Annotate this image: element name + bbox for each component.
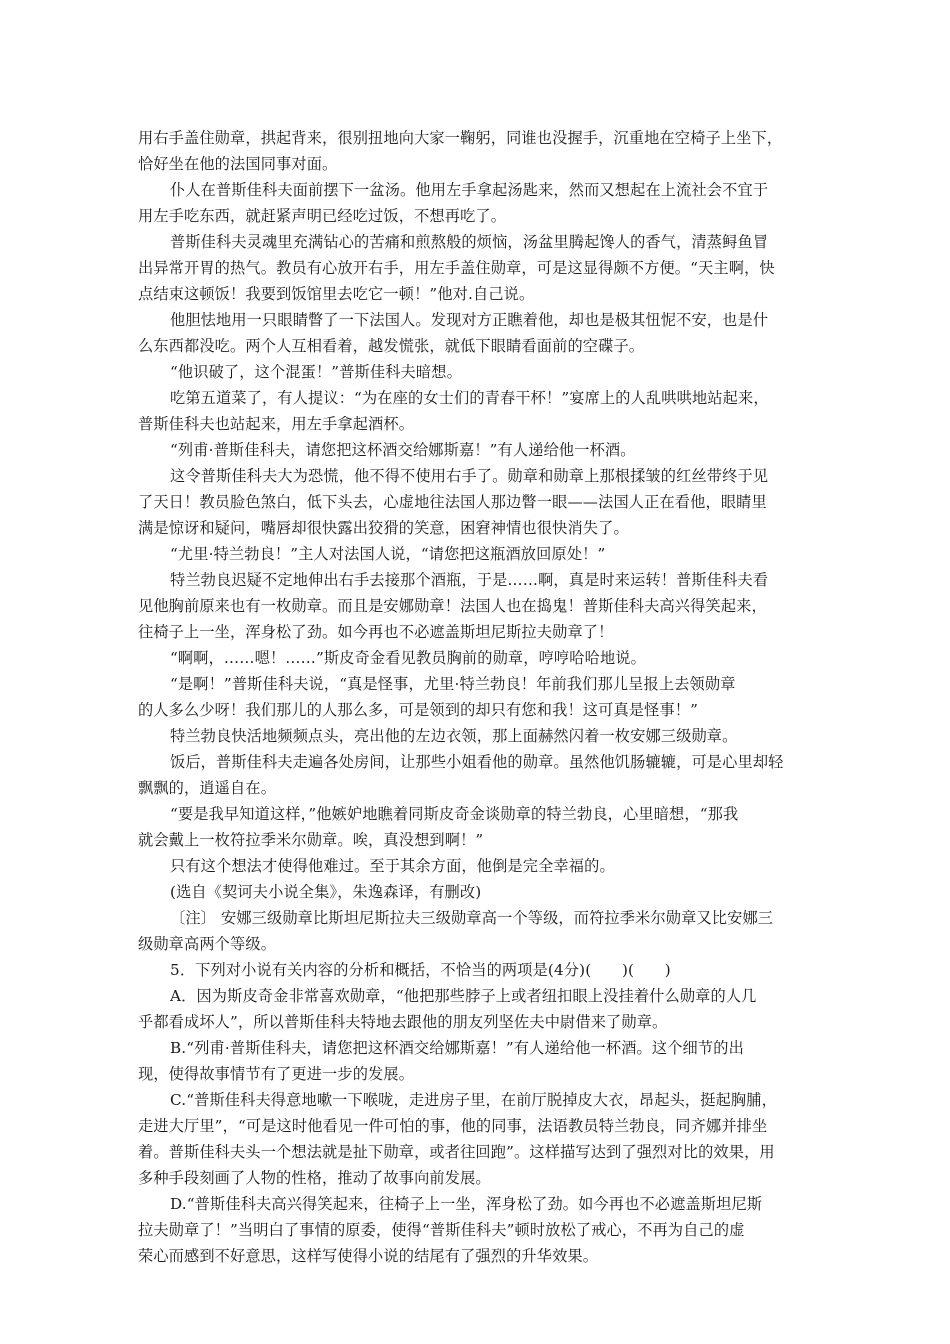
text-line: 他胆怯地用一只眼睛瞥了一下法国人。发现对方正瞧着他，却也是极其忸怩不安，也是什 bbox=[170, 311, 769, 329]
text-line: 用右手盖住勋章，拱起背来，很别扭地向大家一鞠躬，同谁也没握手，沉重地在空椅子上坐下， bbox=[138, 129, 783, 147]
text-line: “要是我早知道这样，”他嫉妒地瞧着同斯皮奇金谈勋章的特兰勃良，心里暗想，“那我 bbox=[170, 805, 739, 823]
text-line: 的人多么少呀！我们那儿的人那么多，可是领到的却只有您和我！这可真是怪事！” bbox=[138, 701, 699, 719]
text-line: 点结束这顿饭！我要到饭馆里去吃它一顿！”他对.自己说。 bbox=[138, 285, 535, 303]
text-line: “他识破了，这个混蛋！”普斯佳科夫暗想。 bbox=[170, 363, 462, 381]
text-line: “列甫·普斯佳科夫，请您把这杯酒交给娜斯嘉！”有人递给他一杯酒。 bbox=[170, 441, 636, 459]
text-line: 走进大厅里”，“可是这时他看见一件可怕的事，他的同事，法语教员特兰勃良，同齐娜并排坐 bbox=[138, 1117, 768, 1135]
text-line: 特兰勃良迟疑不定地伸出右手去接那个酒瓶，于是……啊，真是时来运转！普斯佳科夫看 bbox=[170, 571, 769, 589]
text-line: 着。普斯佳科夫头一个想法就是扯下勋章，或者往回跑”。这样描写达到了强烈对比的效果，用 bbox=[138, 1143, 775, 1161]
text-line: “是啊！”普斯佳科夫说，“真是怪事，尤里·特兰勃良！年前我们那儿呈报上去领勋章 bbox=[170, 675, 736, 693]
text-line: 普斯佳科夫灵魂里充满钻心的苦痛和煎熬般的烦恼，汤盆里腾起馋人的香气，清蒸鲟鱼冒 bbox=[170, 233, 769, 251]
document-page bbox=[138, 125, 828, 1269]
text-line: 恰好坐在他的法国同事对面。 bbox=[138, 155, 338, 173]
text-line: C.“普斯佳科夫得意地嗽一下喉咙，走进房子里，在前厅脱掉皮大衣，昂起头，挺起胸脯， bbox=[170, 1091, 777, 1109]
text-line: 飘飘的，逍遥自在。 bbox=[138, 779, 277, 797]
text-line: 普斯佳科夫也站起来，用左手拿起酒杯。 bbox=[138, 415, 415, 433]
text-line: 5．下列对小说有关内容的分析和概括，不恰当的两项是(4分)( )( ) bbox=[170, 961, 671, 979]
text-line: 了天日！教员脸色煞白，低下头去，心虚地往法国人那边瞥一眼——法国人正在看他，眼睛里 bbox=[138, 493, 767, 511]
text-line: 仆人在普斯佳科夫面前摆下一盆汤。他用左手拿起汤匙来，然而又想起在上流社会不宜于 bbox=[170, 181, 769, 199]
text-line: 现，使得故事情节有了更进一步的发展。 bbox=[138, 1065, 415, 1083]
text-line: 么东西都没吃。两个人互相看着，越发慌张，就低下眼睛看面前的空碟子。 bbox=[138, 337, 645, 355]
text-line: 见他胸前原来也有一枚勋章。而且是安娜勋章！法国人也在捣鬼！普斯佳科夫高兴得笑起来， bbox=[138, 597, 767, 615]
text-line: B.“列甫·普斯佳科夫，请您把这杯酒交给娜斯嘉！”有人递给他一杯酒。这个细节的出 bbox=[170, 1039, 744, 1057]
text-line: 吃第五道菜了，有人提议：“为在座的女士们的青春干杯！”宴席上的人乱哄哄地站起来， bbox=[170, 389, 769, 407]
text-line: D.“普斯佳科夫高兴得笑起来，往椅子上一坐，浑身松了劲。如今再也不必遮盖斯坦尼斯 bbox=[170, 1195, 763, 1213]
text-line: 用左手吃东西，就赶紧声明已经吃过饭，不想再吃了。 bbox=[138, 207, 507, 225]
text-line: 〔注〕 安娜三级勋章比斯坦尼斯拉夫三级勋章高一个等级，而符拉季米尔勋章又比安娜三 bbox=[170, 909, 774, 927]
text-line: 只有这个想法才使得他难过。至于其余方面，他倒是完全幸福的。 bbox=[170, 857, 615, 875]
text-line: 就会戴上一枚符拉季米尔勋章。唉，真没想到啊！” bbox=[138, 831, 484, 849]
text-line: 出异常开胃的热气。教员有心放开右手，用左手盖住勋章，可是这显得颇不方便。“天主啊，快 bbox=[138, 259, 775, 277]
text-line: 多种手段刻画了人物的性格，推动了故事向前发展。 bbox=[138, 1169, 491, 1187]
text-line: 特兰勃良快活地频频点头，亮出他的左边衣领，那上面赫然闪着一枚安娜三级勋章。 bbox=[170, 727, 738, 745]
text-line: 拉夫勋章了！”当明白了事情的原委，使得“普斯佳科夫”顿时放松了戒心，不再为自己的虚 bbox=[138, 1221, 745, 1239]
text-line: A．因为斯皮奇金非常喜欢勋章，“他把那些脖子上或者纽扣眼上没挂着什么勋章的人几 bbox=[170, 987, 757, 1005]
text-line: 这令普斯佳科夫大为恐慌，他不得不使用右手了。勋章和勋章上那根揉皱的红丝带终于见 bbox=[170, 467, 769, 485]
text-line: 荣心而感到不好意思，这样写使得小说的结尾有了强烈的升华效果。 bbox=[138, 1247, 599, 1265]
text-line: 乎都看成坏人”，所以普斯佳科夫特地去跟他的朋友列坚佐夫中尉借来了勋章。 bbox=[138, 1013, 668, 1031]
text-line: 往椅子上一坐，浑身松了劲。如今再也不必遮盖斯坦尼斯拉夫勋章了！ bbox=[138, 623, 614, 641]
text-line: 满是惊讶和疑问，嘴唇却很快露出狡猾的笑意，困窘神情也很快消失了。 bbox=[138, 519, 629, 537]
text-line: (选自《契诃夫小说全集》，朱逸森译，有删改) bbox=[170, 883, 482, 901]
text-line: “啊啊，……嗯！……”斯皮奇金看见教员胸前的勋章，哼哼哈哈地说。 bbox=[170, 649, 646, 667]
text-line: 级勋章高两个等级。 bbox=[138, 935, 277, 953]
text-line: “尤里·特兰勃良！”主人对法国人说，“请您把这瓶酒放回原处！” bbox=[170, 545, 606, 563]
text-line: 饭后，普斯佳科夫走遍各处房间，让那些小姐看他的勋章。虽然他饥肠辘辘，可是心里却轻 bbox=[170, 753, 784, 771]
